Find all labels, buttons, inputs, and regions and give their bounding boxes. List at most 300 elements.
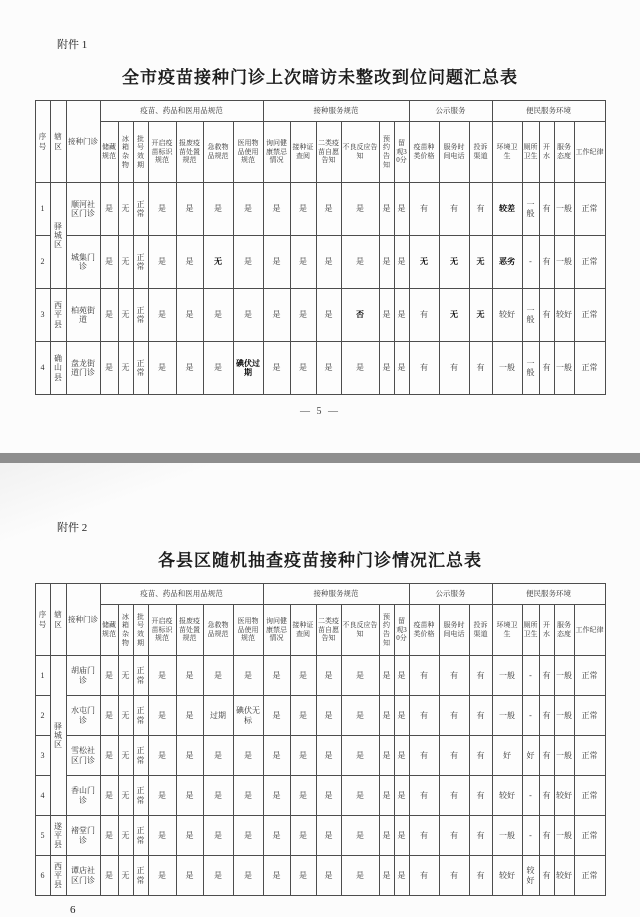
- cell-clinic: 柏苑街道: [66, 289, 100, 342]
- cell-value: 较差: [492, 183, 522, 236]
- sub-col-1-0: 询问健康禁忌情况: [263, 605, 290, 656]
- cell-value: 是: [290, 183, 316, 236]
- cell-value: 正常: [574, 342, 605, 395]
- table-row: [35, 342, 605, 395]
- cell-value: 是: [316, 289, 341, 342]
- cell-value: 有: [539, 856, 554, 896]
- table-row: [35, 696, 605, 736]
- cell-value: 是: [263, 236, 290, 289]
- col-group-2: 公示服务: [409, 584, 492, 605]
- sub-col-0-5: 急救物品规范: [203, 605, 233, 656]
- cell-district: 西平县: [50, 856, 66, 896]
- cell-value: 无: [118, 776, 133, 816]
- cell-value: 是: [148, 656, 176, 696]
- cell-value: 正常: [574, 816, 605, 856]
- cell-value: 无: [439, 289, 469, 342]
- col-group-0: 疫苗、药品和医用品规范: [100, 101, 263, 122]
- sub-col-3-0: 环境卫生: [492, 605, 522, 656]
- cell-value: 一般: [554, 656, 574, 696]
- cell-value: 是: [341, 736, 379, 776]
- sub-col-1-2: 二类疫苗自愿告知: [316, 605, 341, 656]
- cell-value: 是: [341, 236, 379, 289]
- sub-col-0-1: 冰箱杂物: [118, 122, 133, 183]
- cell-value: 正常: [133, 736, 148, 776]
- cell-value: 无: [118, 342, 133, 395]
- cell-value: 是: [379, 696, 394, 736]
- cell-value: 是: [394, 236, 409, 289]
- cell-value: 一般: [554, 696, 574, 736]
- cell-value: 是: [148, 236, 176, 289]
- cell-value: 是: [394, 289, 409, 342]
- cell-value: 是: [233, 816, 263, 856]
- col-group-0: 疫苗、药品和医用品规范: [100, 584, 263, 605]
- cell-value: 是: [176, 289, 203, 342]
- sub-col-3-4: 工作纪律: [574, 122, 605, 183]
- cell-value: 是: [316, 736, 341, 776]
- col-group-3: 便民服务环境: [492, 101, 605, 122]
- cell-value: 是: [233, 183, 263, 236]
- cell-value: 正常: [574, 289, 605, 342]
- cell-value: 一般: [554, 816, 574, 856]
- cell-value: 是: [263, 656, 290, 696]
- sub-col-0-4: 报废疫苗处置规范: [176, 122, 203, 183]
- cell-value: 正常: [133, 236, 148, 289]
- sub-col-0-5: 急救物品规范: [203, 122, 233, 183]
- sub-col-1-4: 预约告知: [379, 122, 394, 183]
- cell-clinic: 顺河社区门诊: [66, 183, 100, 236]
- cell-value: 是: [290, 736, 316, 776]
- cell-value: 有: [439, 736, 469, 776]
- cell-no: 2: [35, 696, 50, 736]
- cell-value: 正常: [133, 856, 148, 896]
- cell-value: 是: [394, 736, 409, 776]
- cell-value: 是: [148, 816, 176, 856]
- document-page-1: [0, 0, 640, 453]
- col-district: 辖区: [50, 101, 66, 183]
- cell-value: 是: [316, 856, 341, 896]
- col-clinic: 接种门诊: [66, 101, 100, 183]
- cell-clinic: 雪松社区门诊: [66, 736, 100, 776]
- cell-value: 是: [176, 776, 203, 816]
- cell-value: 较好: [554, 776, 574, 816]
- cell-value: 无: [118, 656, 133, 696]
- cell-value: 有: [539, 816, 554, 856]
- cell-value: 是: [148, 342, 176, 395]
- cell-value: 是: [176, 856, 203, 896]
- sub-col-3-1: 厕所卫生: [522, 605, 539, 656]
- cell-value: 是: [263, 289, 290, 342]
- cell-value: 有: [439, 816, 469, 856]
- cell-value: 有: [439, 342, 469, 395]
- table-row: [35, 236, 605, 289]
- cell-clinic: 谭店社区门诊: [66, 856, 100, 896]
- sub-col-0-4: 报废疫苗处置规范: [176, 605, 203, 656]
- page-number-6: 6: [70, 904, 76, 916]
- cell-value: 有: [409, 696, 439, 736]
- cell-value: 是: [263, 856, 290, 896]
- sub-col-0-1: 冰箱杂物: [118, 605, 133, 656]
- cell-value: 是: [394, 856, 409, 896]
- cell-value: 正常: [574, 776, 605, 816]
- cell-value: 是: [379, 776, 394, 816]
- sub-col-0-0: 储藏规范: [100, 605, 118, 656]
- cell-value: 正常: [133, 342, 148, 395]
- cell-district: 驿城区: [50, 183, 66, 289]
- cell-value: 无: [118, 816, 133, 856]
- sub-col-3-0: 环境卫生: [492, 122, 522, 183]
- cell-district: 遂平县: [50, 816, 66, 856]
- col-no: 序号: [35, 584, 50, 656]
- sub-col-0-6: 医用物品使用规范: [233, 122, 263, 183]
- sub-col-2-0: 疫苗种类价格: [409, 605, 439, 656]
- cell-value: 是: [316, 816, 341, 856]
- table-row: [35, 289, 605, 342]
- cell-value: 有: [539, 736, 554, 776]
- cell-value: 是: [290, 289, 316, 342]
- sub-col-1-0: 询问健康禁忌情况: [263, 122, 290, 183]
- cell-value: 一般: [522, 183, 539, 236]
- cell-value: 较好: [554, 289, 574, 342]
- cell-value: 一般: [554, 342, 574, 395]
- cell-value: 无: [118, 289, 133, 342]
- cell-value: 正常: [133, 289, 148, 342]
- sub-col-1-3: 不良反应告知: [341, 605, 379, 656]
- cell-value: 是: [394, 183, 409, 236]
- cell-value: 正常: [574, 736, 605, 776]
- cell-value: 有: [409, 856, 439, 896]
- cell-district: 西平县: [50, 289, 66, 342]
- cell-value: 是: [100, 289, 118, 342]
- cell-value: 是: [394, 342, 409, 395]
- cell-value: 是: [316, 236, 341, 289]
- cell-value: 是: [379, 736, 394, 776]
- attachment-label-1: 附件 1: [57, 39, 88, 51]
- table-row: [35, 183, 605, 236]
- cell-value: 正常: [133, 776, 148, 816]
- cell-value: 一般: [492, 342, 522, 395]
- cell-value: 正常: [133, 656, 148, 696]
- page-number-5: — 5 —: [300, 406, 340, 417]
- sub-col-0-0: 储藏规范: [100, 122, 118, 183]
- cell-value: 是: [316, 656, 341, 696]
- cell-value: 是: [379, 236, 394, 289]
- cell-value: 是: [379, 342, 394, 395]
- cell-value: 有: [539, 696, 554, 736]
- cell-value: 是: [100, 656, 118, 696]
- cell-no: 1: [35, 183, 50, 236]
- cell-value: 是: [148, 289, 176, 342]
- cell-value: 是: [203, 656, 233, 696]
- cell-value: 有: [409, 736, 439, 776]
- document-page-2: [0, 463, 640, 917]
- cell-value: 有: [409, 656, 439, 696]
- cell-value: 无: [118, 183, 133, 236]
- cell-value: -: [522, 696, 539, 736]
- cell-value: 有: [469, 342, 492, 395]
- cell-no: 4: [35, 776, 50, 816]
- cell-value: -: [522, 816, 539, 856]
- sub-col-2-2: 投诉渠道: [469, 605, 492, 656]
- header-sub-row: [35, 122, 605, 183]
- cell-value: 有: [469, 856, 492, 896]
- cell-value: 是: [341, 776, 379, 816]
- cell-value: 好: [522, 736, 539, 776]
- sub-col-1-2: 二类疫苗自愿告知: [316, 122, 341, 183]
- cell-value: 有: [469, 183, 492, 236]
- sub-col-1-1: 接种证查阅: [290, 122, 316, 183]
- sub-col-0-2: 批号效期: [133, 122, 148, 183]
- cell-value: 是: [263, 696, 290, 736]
- cell-value: 是: [100, 736, 118, 776]
- cell-district: 驿城区: [50, 656, 66, 816]
- cell-value: 正常: [574, 656, 605, 696]
- cell-value: 正常: [574, 856, 605, 896]
- sub-col-3-2: 开水: [539, 122, 554, 183]
- cell-value: 是: [290, 696, 316, 736]
- cell-value: 正常: [574, 236, 605, 289]
- sub-col-3-3: 服务态度: [554, 605, 574, 656]
- header-sub-row: [35, 605, 605, 656]
- cell-value: -: [522, 776, 539, 816]
- cell-value: 有: [539, 183, 554, 236]
- cell-value: 有: [539, 289, 554, 342]
- cell-value: 有: [469, 696, 492, 736]
- sub-col-2-1: 服务时间电话: [439, 122, 469, 183]
- cell-value: 一般: [522, 289, 539, 342]
- cell-value: 是: [100, 816, 118, 856]
- cell-value: 是: [203, 183, 233, 236]
- sub-col-1-1: 接种证查阅: [290, 605, 316, 656]
- sub-col-1-3: 不良反应告知: [341, 122, 379, 183]
- cell-value: 是: [316, 776, 341, 816]
- cell-value: -: [522, 656, 539, 696]
- cell-value: 一般: [522, 342, 539, 395]
- attachment-label-2: 附件 2: [57, 522, 88, 534]
- cell-value: 有: [409, 183, 439, 236]
- cell-value: 是: [176, 656, 203, 696]
- cell-value: 是: [316, 342, 341, 395]
- cell-value: 有: [409, 342, 439, 395]
- sub-col-0-3: 开启疫苗标识规范: [148, 122, 176, 183]
- cell-value: 是: [290, 656, 316, 696]
- cell-value: 是: [394, 776, 409, 816]
- cell-value: 是: [394, 816, 409, 856]
- cell-value: 有: [439, 183, 469, 236]
- cell-value: 是: [290, 342, 316, 395]
- cell-value: 是: [176, 236, 203, 289]
- cell-value: 是: [341, 696, 379, 736]
- sub-col-3-3: 服务态度: [554, 122, 574, 183]
- cell-value: 是: [203, 816, 233, 856]
- cell-no: 6: [35, 856, 50, 896]
- cell-value: 是: [176, 342, 203, 395]
- cell-value: 是: [263, 816, 290, 856]
- cell-value: 是: [148, 856, 176, 896]
- cell-value: 有: [469, 776, 492, 816]
- page-edge-separator: [0, 453, 640, 463]
- cell-value: 是: [263, 183, 290, 236]
- table-row: [35, 856, 605, 896]
- cell-value: 是: [394, 696, 409, 736]
- cell-value: 有: [439, 856, 469, 896]
- sub-col-2-1: 服务时间电话: [439, 605, 469, 656]
- cell-value: 有: [539, 342, 554, 395]
- cell-value: 正常: [574, 183, 605, 236]
- cell-value: 较好: [492, 289, 522, 342]
- cell-value: 是: [203, 856, 233, 896]
- cell-value: 有: [469, 656, 492, 696]
- cell-value: 无: [469, 236, 492, 289]
- cell-value: 是: [290, 236, 316, 289]
- cell-value: 是: [176, 816, 203, 856]
- cell-value: 是: [263, 776, 290, 816]
- cell-value: 正常: [574, 696, 605, 736]
- page-2-title: 各县区随机抽查疫苗接种门诊情况汇总表: [158, 551, 482, 570]
- cell-value: 一般: [492, 696, 522, 736]
- cell-no: 2: [35, 236, 50, 289]
- sub-col-0-2: 批号效期: [133, 605, 148, 656]
- cell-value: 较好: [492, 856, 522, 896]
- sub-col-3-2: 开水: [539, 605, 554, 656]
- cell-value: 否: [341, 289, 379, 342]
- cell-clinic: 香山门诊: [66, 776, 100, 816]
- col-group-1: 接种服务规范: [263, 584, 409, 605]
- cell-value: 无: [203, 236, 233, 289]
- cell-value: 是: [203, 289, 233, 342]
- cell-value: 是: [290, 816, 316, 856]
- col-group-1: 接种服务规范: [263, 101, 409, 122]
- cell-value: 是: [203, 342, 233, 395]
- cell-value: 较好: [522, 856, 539, 896]
- cell-value: 好: [492, 736, 522, 776]
- cell-value: 是: [263, 342, 290, 395]
- cell-value: 是: [341, 816, 379, 856]
- cell-value: 是: [100, 856, 118, 896]
- cell-value: 是: [290, 856, 316, 896]
- cell-district: 确山县: [50, 342, 66, 395]
- cell-value: 是: [100, 776, 118, 816]
- cell-clinic: 褚堂门诊: [66, 816, 100, 856]
- cell-value: 是: [100, 696, 118, 736]
- cell-value: 有: [469, 736, 492, 776]
- cell-value: 碘伏无标: [233, 696, 263, 736]
- sub-col-0-6: 医用物品使用规范: [233, 605, 263, 656]
- cell-value: 是: [176, 736, 203, 776]
- cell-value: 是: [233, 736, 263, 776]
- cell-value: 是: [379, 816, 394, 856]
- cell-value: 是: [379, 183, 394, 236]
- cell-value: 是: [379, 656, 394, 696]
- cell-value: 无: [118, 856, 133, 896]
- cell-value: 无: [118, 236, 133, 289]
- col-group-3: 便民服务环境: [492, 584, 605, 605]
- cell-value: 是: [203, 736, 233, 776]
- cell-value: 是: [263, 736, 290, 776]
- cell-value: 是: [176, 696, 203, 736]
- cell-clinic: 水屯门诊: [66, 696, 100, 736]
- cell-value: 是: [290, 776, 316, 816]
- cell-value: 是: [341, 183, 379, 236]
- header-group-row: [35, 584, 605, 605]
- cell-value: 一般: [554, 236, 574, 289]
- cell-value: 有: [539, 776, 554, 816]
- cell-value: 恶劣: [492, 236, 522, 289]
- cell-no: 1: [35, 656, 50, 696]
- cell-value: 一般: [554, 736, 574, 776]
- cell-value: 无: [409, 236, 439, 289]
- table-row: [35, 736, 605, 776]
- sub-col-3-4: 工作纪律: [574, 605, 605, 656]
- cell-value: 是: [233, 776, 263, 816]
- cell-value: 一般: [492, 816, 522, 856]
- cell-value: 一般: [492, 656, 522, 696]
- cell-no: 4: [35, 342, 50, 395]
- cell-value: 有: [409, 776, 439, 816]
- cell-value: 是: [100, 183, 118, 236]
- cell-value: 是: [341, 856, 379, 896]
- cell-value: 是: [341, 656, 379, 696]
- cell-value: 是: [233, 289, 263, 342]
- cell-value: 碘伏过期: [233, 342, 263, 395]
- cell-value: 是: [233, 656, 263, 696]
- cell-value: 较好: [554, 856, 574, 896]
- cell-value: 是: [233, 856, 263, 896]
- cell-value: 有: [539, 236, 554, 289]
- sub-col-2-0: 疫苗种类价格: [409, 122, 439, 183]
- cell-no: 5: [35, 816, 50, 856]
- cell-value: 正常: [133, 696, 148, 736]
- cell-value: 较好: [492, 776, 522, 816]
- cell-value: 是: [148, 736, 176, 776]
- unrectified-problems-summary-table: [35, 100, 606, 395]
- sub-col-1-5: 留观30分: [394, 605, 409, 656]
- cell-value: 是: [148, 183, 176, 236]
- col-group-2: 公示服务: [409, 101, 492, 122]
- header-group-row: [35, 101, 605, 122]
- cell-value: 是: [176, 183, 203, 236]
- cell-value: 是: [379, 856, 394, 896]
- cell-no: 3: [35, 736, 50, 776]
- cell-value: 是: [100, 236, 118, 289]
- random-inspection-summary-table: [35, 583, 606, 896]
- sub-col-3-1: 厕所卫生: [522, 122, 539, 183]
- cell-value: 有: [439, 656, 469, 696]
- cell-value: 是: [148, 696, 176, 736]
- cell-value: 有: [469, 816, 492, 856]
- cell-value: 有: [439, 696, 469, 736]
- cell-value: 正常: [133, 816, 148, 856]
- table-row: [35, 816, 605, 856]
- sub-col-1-5: 留观30分: [394, 122, 409, 183]
- cell-value: 无: [439, 236, 469, 289]
- cell-no: 3: [35, 289, 50, 342]
- cell-value: 是: [341, 342, 379, 395]
- table-row: [35, 656, 605, 696]
- cell-value: 是: [100, 342, 118, 395]
- cell-value: 一般: [554, 183, 574, 236]
- cell-value: 是: [394, 656, 409, 696]
- cell-value: 有: [439, 776, 469, 816]
- cell-value: 有: [409, 816, 439, 856]
- col-clinic: 接种门诊: [66, 584, 100, 656]
- cell-value: 无: [118, 736, 133, 776]
- cell-value: 是: [316, 696, 341, 736]
- cell-value: 无: [118, 696, 133, 736]
- cell-value: 正常: [133, 183, 148, 236]
- cell-value: 是: [316, 183, 341, 236]
- cell-value: 是: [148, 776, 176, 816]
- col-district: 辖区: [50, 584, 66, 656]
